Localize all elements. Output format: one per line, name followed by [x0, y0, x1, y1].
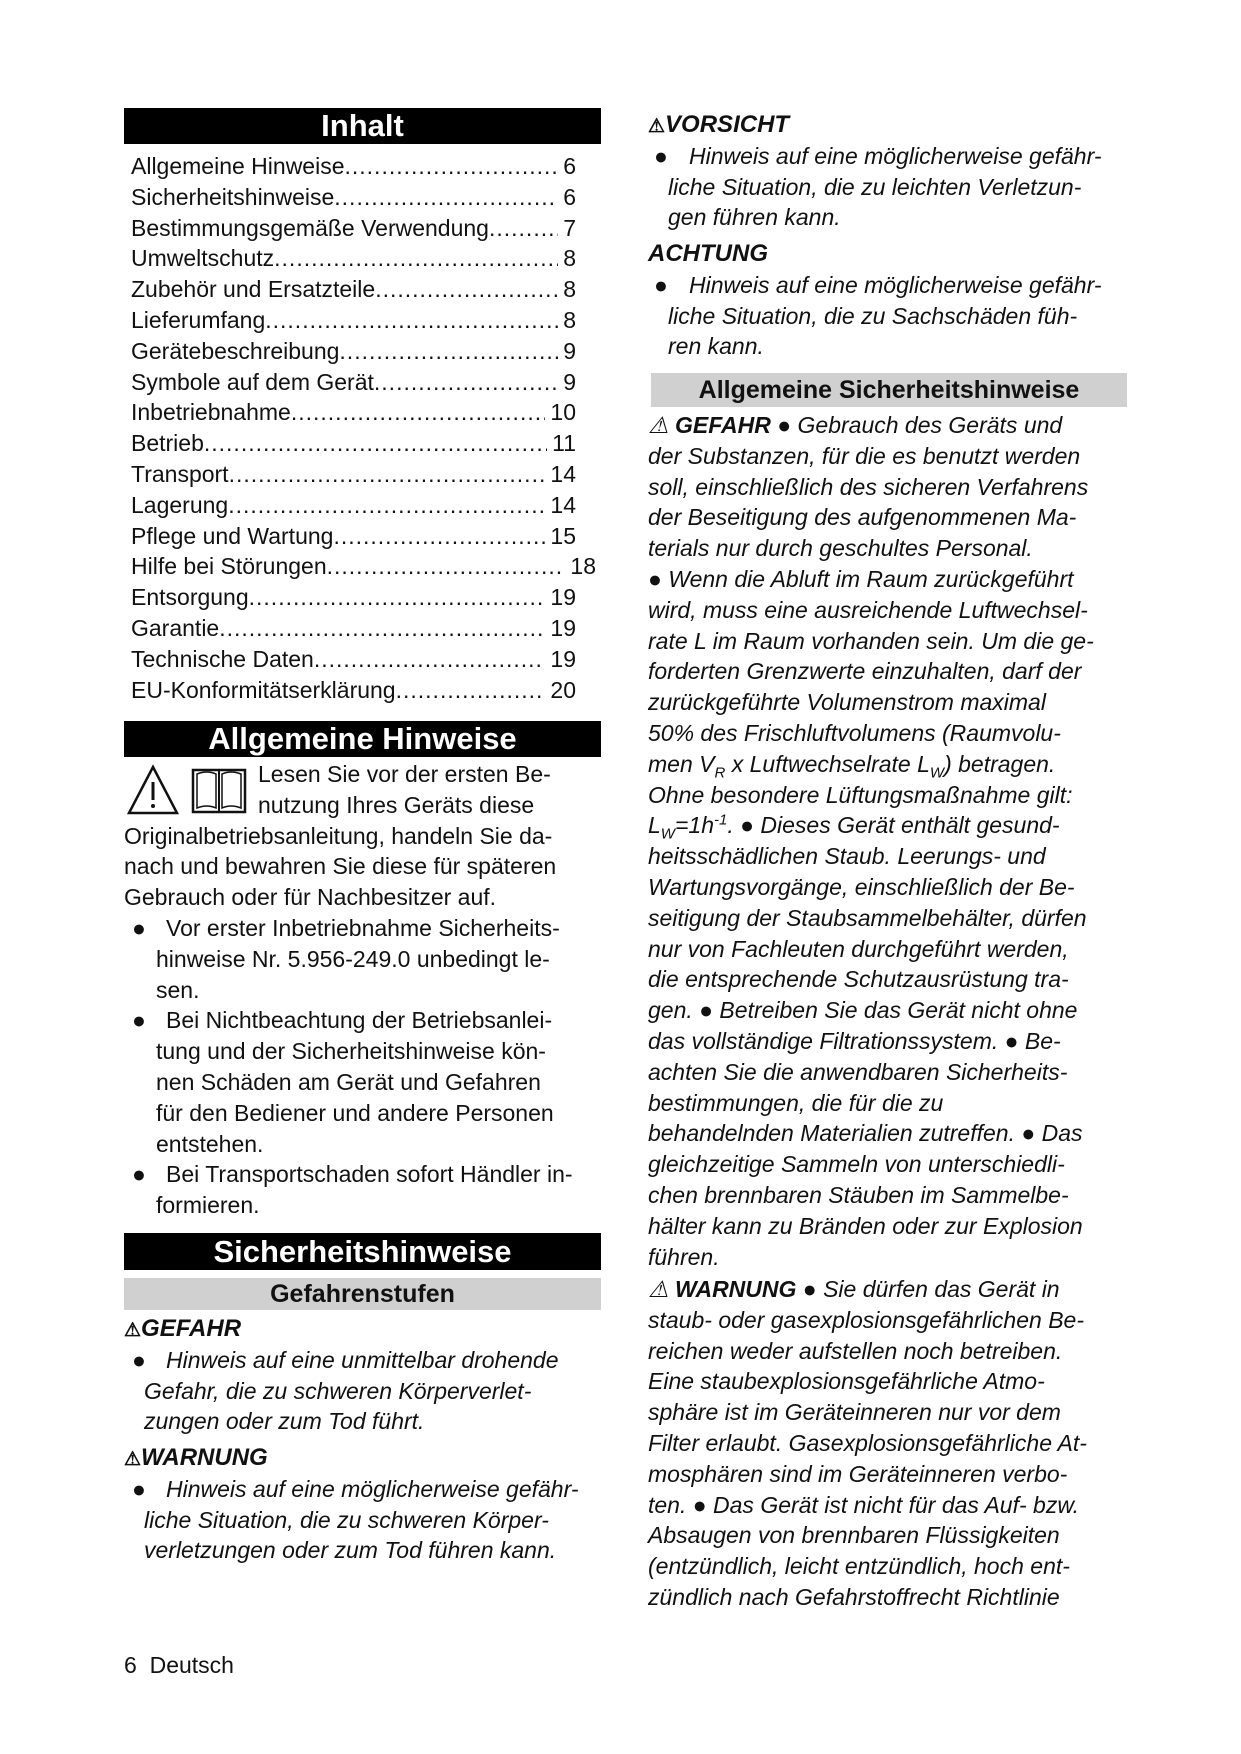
hazard-label	[124, 1443, 579, 1474]
text-line: Wartungsvorgänge, einschließlich der Be-	[648, 873, 1075, 900]
toc-leader-dots	[314, 644, 546, 675]
toc-entry-label: Technische Daten	[131, 645, 314, 672]
page-number: 6	[124, 1652, 137, 1678]
toc-entry-label: Entsorgung	[131, 584, 249, 611]
toc-leader-dots	[265, 305, 558, 336]
bold-label: WARNUNG	[675, 1276, 797, 1302]
page-footer	[124, 1650, 234, 1681]
text-line: Filter erlaubt. Gasexplosionsgefährliche At-	[648, 1429, 1087, 1456]
warning-triangle-icon	[127, 764, 249, 816]
warning-and-manual-icons	[127, 764, 249, 816]
text-line: der Beseitigung des aufgenommenen Ma-	[648, 504, 1077, 531]
toc-entry[interactable]	[131, 551, 596, 582]
superscript: -1	[713, 811, 728, 829]
text-line: zungen oder zum Tod führt.	[144, 1408, 425, 1435]
warning-icon: ⚠	[124, 1449, 142, 1470]
text-line: hinweise Nr. 5.956-249.0 unbedingt le-	[156, 945, 550, 972]
toc-entry[interactable]	[131, 582, 576, 613]
text-line: terials nur durch geschultes Personal.	[648, 535, 1033, 562]
warning-icon: ⚠	[124, 1320, 142, 1341]
table-of-contents	[131, 151, 596, 705]
toc-entry[interactable]	[131, 613, 576, 644]
toc-entry-page: 10	[550, 399, 576, 426]
toc-entry-label: Zubehör und Ersatzteile	[131, 276, 376, 303]
manual-book-icon	[193, 770, 245, 812]
text-line: heitsschädlichen Staub. Leerungs- und	[648, 843, 1046, 870]
text-line: Ohne besondere Lüftungsmaßnahme gilt:	[648, 781, 1073, 808]
text-line: für den Bediener und andere Personen	[156, 1099, 554, 1126]
text-line: Gefahr, die zu schweren Körperverlet-	[144, 1377, 532, 1404]
toc-entry[interactable]	[131, 336, 576, 367]
toc-entry-page: 9	[563, 368, 576, 395]
hazard-label-text: WARNUNG	[141, 1444, 268, 1471]
text-line: Hinweis auf eine möglicherweise gefähr- ●	[124, 1474, 579, 1505]
toc-entry-label: Betrieb	[131, 430, 204, 457]
toc-entry-page: 6	[563, 153, 576, 179]
hazard-level-warnung	[124, 1443, 579, 1566]
toc-entry-label: Sicherheitshinweise	[131, 183, 335, 210]
toc-entry-page: 19	[550, 645, 576, 672]
text-line: sphäre ist im Geräteinneren nur vor dem	[648, 1399, 1061, 1426]
toc-leader-dots	[249, 582, 546, 613]
hazard-level-achtung	[648, 239, 1102, 362]
text-line: 50% des Frischluftvolumens (Raumvolu-	[648, 719, 1061, 746]
text-line: Lesen Sie vor der ersten Be-	[258, 761, 551, 787]
toc-entry-page: 19	[550, 584, 576, 611]
text-line: das vollständige Filtrationssystem. ● Be-	[648, 1027, 1061, 1054]
text-line: liche Situation, die zu Sachschäden füh-	[668, 302, 1078, 329]
toc-leader-dots	[375, 274, 558, 305]
toc-leader-dots	[334, 182, 558, 213]
toc-entry-page: 19	[550, 614, 576, 641]
text-line: Hinweis auf eine möglicherweise gefähr- ●	[648, 141, 1102, 172]
text-line: seitigung der Staubsammelbehälter, dürfen	[648, 904, 1087, 931]
toc-entry[interactable]	[131, 521, 576, 552]
text-segment: ● Gebrauch des Geräts und	[770, 412, 1063, 438]
text-segment: . ● Dieses Gerät enthält gesund-	[727, 812, 1060, 839]
text-line: liche Situation, die zu schweren Körper-	[144, 1506, 549, 1533]
toc-leader-dots	[229, 459, 546, 490]
toc-entry[interactable]	[131, 274, 576, 305]
text-line	[648, 1274, 1087, 1305]
text-line: behandelnden Materialien zutreffen. ● Das	[648, 1120, 1083, 1147]
text-line: die entsprechende Schutzausrüstung tra-	[648, 966, 1069, 993]
toc-entry-label: Garantie	[131, 614, 220, 641]
toc-leader-dots	[333, 521, 545, 552]
warnung-paragraph	[648, 1274, 1087, 1613]
text-line: zündlich nach Gefahrstoffrecht Richtlinie	[648, 1583, 1060, 1610]
toc-entry-label: Hilfe bei Störungen	[131, 553, 327, 580]
text-segment: =1h	[674, 812, 714, 839]
text-line: nen Schäden am Gerät und Gefahren	[156, 1068, 541, 1095]
intro-text	[124, 821, 556, 913]
toc-entry-page: 18	[570, 553, 596, 580]
toc-entry-label: Lagerung	[131, 491, 229, 518]
toc-entry-page: 7	[563, 214, 576, 241]
toc-entry-page: 20	[550, 676, 576, 703]
toc-entry-page: 9	[563, 337, 576, 364]
text-line: reichen weder aufstellen noch betreiben.	[648, 1337, 1063, 1364]
text-line: formieren.	[156, 1192, 260, 1219]
bullet-icon: ●	[132, 1161, 146, 1188]
subscript: R	[714, 764, 726, 782]
text-line: wird, muss eine ausreichende Luftwechsel-	[648, 596, 1088, 623]
toc-entry[interactable]	[131, 182, 576, 213]
subscript: W	[929, 764, 945, 782]
bullet-icon: ●	[132, 1007, 146, 1034]
section-heading-allgemeine-hinweise: Allgemeine Hinweise	[124, 721, 601, 757]
hazard-label-text: ACHTUNG	[648, 240, 768, 267]
hazard-label	[648, 110, 1102, 141]
bullet-icon: ●	[132, 1475, 146, 1502]
toc-entry[interactable]	[131, 490, 576, 521]
hazard-level-gefahr	[124, 1314, 559, 1437]
hazard-label-text: VORSICHT	[665, 111, 790, 138]
text-line: gen. ● Betreiben Sie das Gerät nicht ohne	[648, 997, 1078, 1024]
toc-entry[interactable]	[131, 367, 576, 398]
text-segment: ⚠	[648, 1276, 676, 1302]
toc-entry-page: 8	[563, 306, 576, 333]
hazard-label-text: GEFAHR	[141, 1315, 242, 1342]
text-segment: men V	[648, 750, 715, 777]
toc-title: Inhalt	[124, 108, 601, 144]
text-line: hälter kann zu Bränden oder zur Explosion	[648, 1212, 1083, 1239]
text-line: Absaugen von brennbaren Flüssigkeiten	[648, 1522, 1060, 1549]
toc-entry[interactable]	[131, 428, 576, 459]
text-segment: ● Sie dürfen das Gerät in	[796, 1276, 1060, 1302]
toc-leader-dots	[374, 367, 558, 398]
text-line: Eine staubexplosionsgefährliche Atmo-	[648, 1368, 1045, 1395]
text-line: ren kann.	[668, 333, 764, 360]
bullet-icon: ●	[132, 1346, 146, 1373]
text-line: tung und der Sicherheitshinweise kön-	[156, 1038, 546, 1065]
text-line: ● Wenn die Abluft im Raum zurückgeführt	[648, 565, 1074, 592]
toc-leader-dots	[204, 428, 547, 459]
toc-entry-label: Pflege und Wartung	[131, 522, 334, 549]
toc-leader-dots	[219, 613, 545, 644]
toc-entry-page: 14	[550, 491, 576, 518]
bullet-list	[124, 913, 573, 1221]
toc-entry[interactable]	[131, 644, 576, 675]
toc-leader-dots	[489, 213, 558, 244]
text-line: staub- oder gasexplosionsgefährlichen Be-	[648, 1306, 1084, 1333]
text-line: chen brennbaren Stäuben im Sammelbe-	[648, 1181, 1069, 1208]
text-line: gleichzeitige Sammeln von unterschiedli-	[648, 1151, 1065, 1178]
toc-entry-label: Allgemeine Hinweise	[131, 153, 345, 179]
text-line: nur von Fachleuten durchgeführt werden,	[648, 935, 1069, 962]
text-line: Bei Transportschaden sofort Händler in- ●	[124, 1159, 573, 1190]
subheading-gefahrenstufen: Gefahrenstufen	[124, 1278, 601, 1310]
text-line: achten Sie die anwendbaren Sicherheits-	[648, 1058, 1068, 1085]
text-line: ten. ● Das Gerät ist nicht für das Auf- bzw.	[648, 1491, 1080, 1518]
text-line: forderten Grenzwerte einzuhalten, darf der	[648, 658, 1082, 685]
text-line: nutzung Ihres Geräts diese	[258, 791, 535, 818]
bullet-icon: ●	[654, 142, 668, 169]
bullet-icon: ●	[132, 915, 146, 941]
toc-entry-label: Gerätebeschreibung	[131, 337, 340, 364]
text-segment: x Luftwechselrate L	[725, 750, 930, 777]
warning-icon: ⚠	[648, 116, 666, 137]
toc-entry-page: 6	[563, 183, 576, 210]
toc-leader-dots	[396, 675, 546, 706]
bold-label: GEFAHR	[675, 412, 771, 438]
text-line: (entzündlich, leicht entzündlich, hoch ent-	[648, 1553, 1070, 1580]
toc-leader-dots	[228, 490, 545, 521]
toc-entry-label: Inbetriebnahme	[131, 399, 291, 426]
toc-entry[interactable]	[131, 151, 576, 182]
text-line: Vor erster Inbetriebnahme Sicherheits- ●	[124, 913, 573, 944]
toc-entry[interactable]	[131, 243, 576, 274]
hazard-level-vorsicht	[648, 110, 1102, 233]
toc-entry-label: Symbole auf dem Gerät	[131, 368, 374, 395]
text-line: rate L im Raum vorhanden sein. Um die ge-	[648, 627, 1094, 654]
text-line: Gebrauch oder für Nachbesitzer auf.	[124, 884, 497, 911]
toc-leader-dots	[327, 551, 566, 582]
toc-entry-label: Transport	[131, 460, 229, 487]
text-line: nach und bewahren Sie diese für späteren	[124, 853, 557, 880]
intro-text-indented	[258, 759, 551, 821]
toc-entry-page: 15	[550, 522, 576, 549]
text-line: verletzungen oder zum Tod führen kann.	[144, 1537, 557, 1564]
text-line: bestimmungen, die für die zu	[648, 1089, 944, 1116]
text-line	[648, 749, 1094, 780]
text-line	[648, 410, 1094, 441]
toc-entry-label: EU-Konformitätserklärung	[131, 676, 396, 703]
hazard-label	[648, 239, 1102, 270]
toc-entry[interactable]	[131, 213, 576, 244]
text-line: der Substanzen, für die es benutzt werden	[648, 442, 1081, 469]
text-line: entstehen.	[156, 1130, 264, 1157]
text-segment: ⚠	[648, 412, 676, 438]
toc-entry[interactable]	[131, 305, 576, 336]
text-line: gen führen kann.	[668, 204, 841, 231]
toc-leader-dots	[339, 336, 558, 367]
text-segment: L	[648, 812, 661, 839]
toc-leader-dots	[345, 151, 559, 182]
toc-entry[interactable]	[131, 675, 576, 706]
footer-language: Deutsch	[149, 1652, 234, 1678]
text-line: zurückgeführte Volumenstrom maximal	[648, 689, 1046, 716]
text-line: Originalbetriebsanleitung, handeln Sie da-	[124, 822, 553, 849]
text-line: soll, einschließlich des sicheren Verfahrens	[648, 473, 1089, 500]
hazard-label	[124, 1314, 559, 1345]
toc-leader-dots	[291, 397, 546, 428]
section-heading-sicherheitshinweise: Sicherheitshinweise	[124, 1233, 601, 1270]
toc-entry-page: 11	[552, 430, 576, 457]
toc-entry-page: 8	[563, 276, 576, 303]
toc-entry-label: Umweltschutz	[131, 245, 275, 272]
text-line: liche Situation, die zu leichten Verletzun-	[668, 173, 1082, 200]
toc-entry-page: 8	[563, 245, 576, 272]
toc-entry-label: Lieferumfang	[131, 306, 266, 333]
gefahr-paragraph	[648, 410, 1094, 1272]
text-line: Bei Nichtbeachtung der Betriebsanlei- ●	[124, 1005, 573, 1036]
text-line: Hinweis auf eine unmittelbar drohende ●	[124, 1345, 559, 1376]
bullet-icon: ●	[654, 271, 668, 298]
text-segment: ) betragen.	[944, 750, 1056, 777]
subscript: W	[660, 825, 675, 843]
text-line: mosphären sind im Geräteinneren verbo-	[648, 1460, 1068, 1487]
text-line: führen.	[648, 1243, 720, 1270]
toc-entry[interactable]	[131, 397, 576, 428]
text-line	[648, 810, 1094, 841]
toc-entry-label: Bestimmungsgemäße Verwendung	[131, 214, 489, 241]
subheading-allgemeine-sicherheitshinweise: Allgemeine Sicherheitshinweise	[651, 373, 1127, 407]
toc-entry[interactable]	[131, 459, 576, 490]
toc-leader-dots	[274, 243, 558, 274]
toc-entry-page: 14	[550, 460, 576, 487]
text-line: Hinweis auf eine möglicherweise gefähr- ●	[648, 270, 1102, 301]
text-line: sen.	[156, 976, 200, 1003]
